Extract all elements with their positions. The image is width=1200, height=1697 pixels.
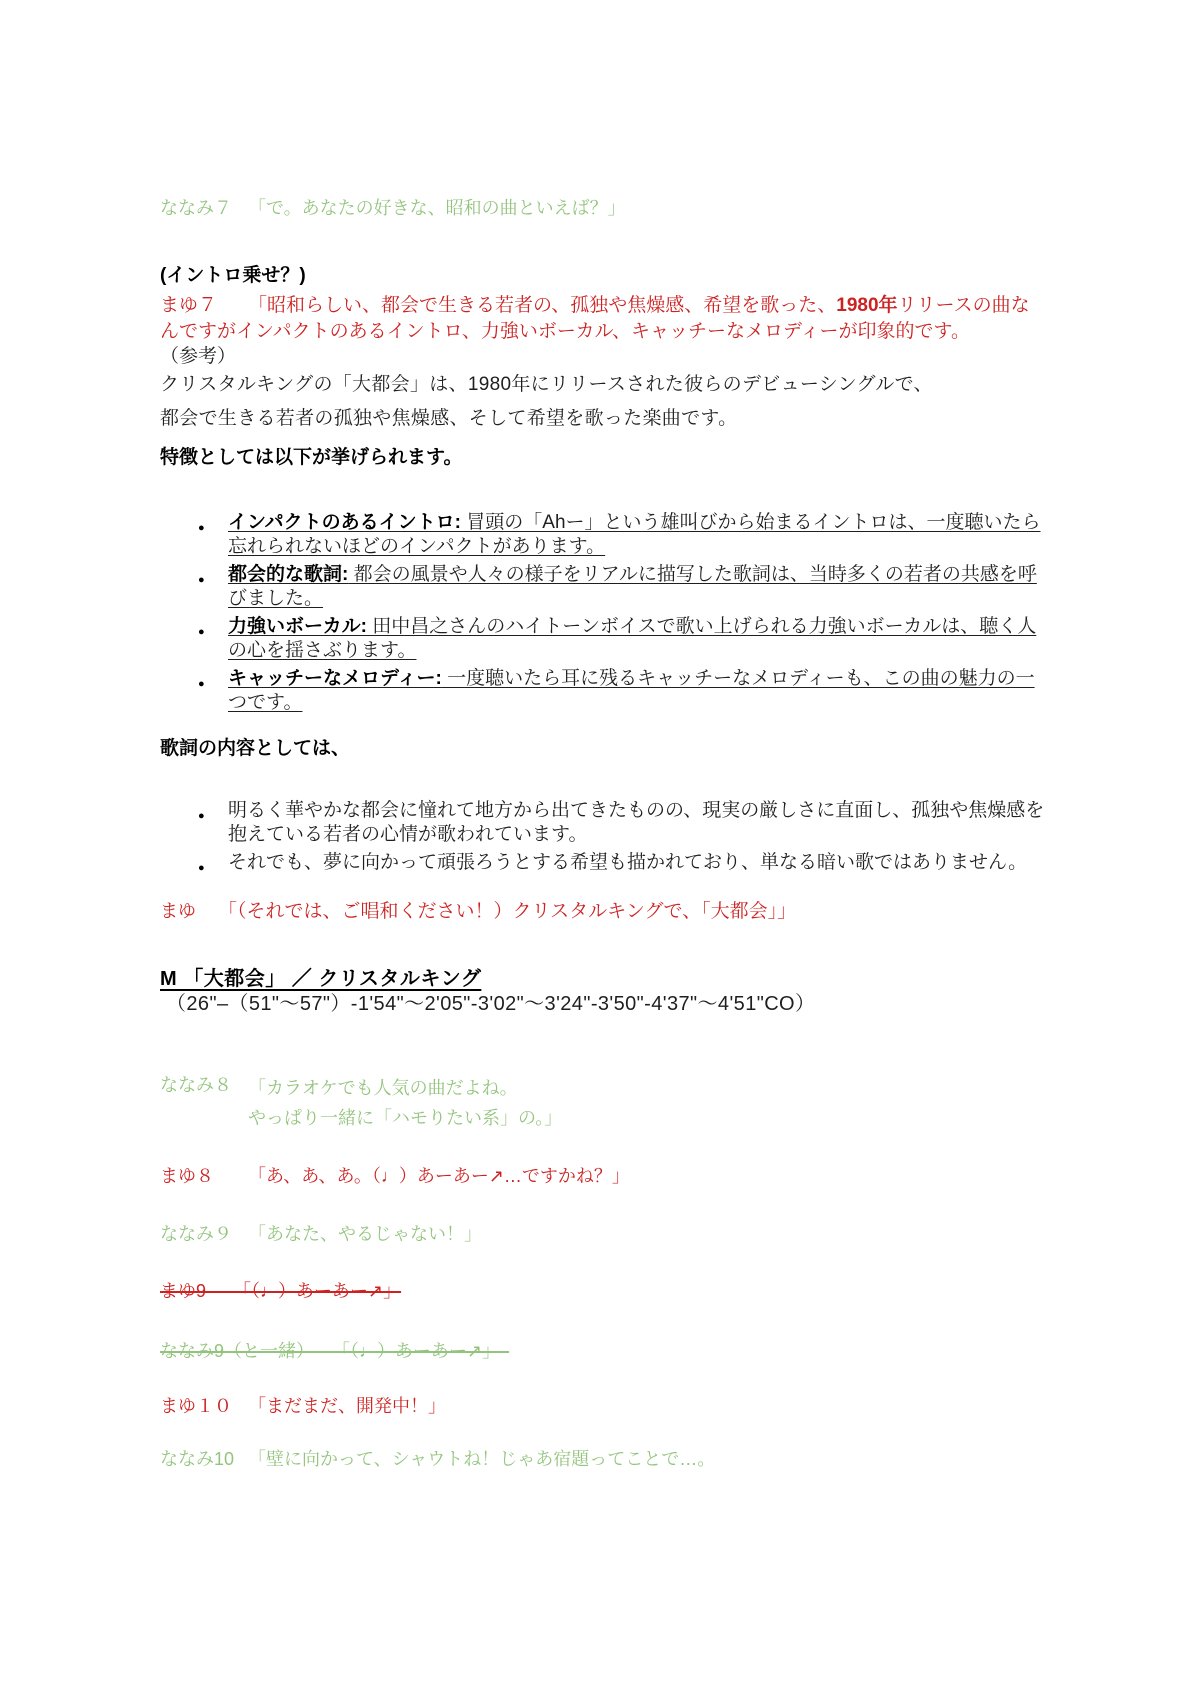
- dialogue-mayu10: [160, 1394, 1045, 1419]
- lyrics-list: [160, 799, 1045, 875]
- dialogue-mayu9-deleted: まゆ9 「（♩）あーあー↗」: [160, 1281, 402, 1301]
- dialogue-text: 「まだまだ、開発中！」: [248, 1396, 446, 1416]
- dialogue-text: 「で。あなたの好きな、昭和の曲といえば？」: [248, 198, 626, 218]
- feature-desc: 都会の風景や人々の様子をリアルに描写した歌詞は、当時多くの若者の共感を呼びました。: [228, 564, 1037, 609]
- reference-heading: （参考）: [160, 346, 237, 367]
- lyrics-point: ● 明るく華やかな都会に憧れて地方から出てきたものの、現実の厳しさに直面し、孤独や焦燥感を抱えている若者の心情が歌われています。: [228, 799, 1045, 847]
- dialogue-text: 「昭和らしい、都会で生きる若者の、孤独や焦燥感、希望を歌った、: [248, 295, 837, 316]
- dialogue-mayu-cue: [160, 899, 1045, 924]
- dialogue-text: 「壁に向かって、シャウトね！じゃあ宿題ってことで…。: [248, 1449, 716, 1469]
- dialogue-text: リリースの曲なんですがインパクトのあるイントロ、力強いボーカル、キャッチーなメロディーが印象的です。: [160, 295, 1030, 342]
- dialogue-nanami7: [160, 196, 1045, 221]
- dialogue-text-bold-year: 1980年: [836, 295, 898, 316]
- speaker-label: ななみ７: [160, 198, 232, 218]
- speaker-label: まゆ１０: [160, 1396, 232, 1416]
- dialogue-text-line1: 「カラオケでも人気の曲だよね。: [248, 1078, 518, 1098]
- features-list: [160, 511, 1045, 715]
- features-heading: 特徴としては以下が挙げられます。: [160, 447, 463, 468]
- feature-term: 力強いボーカル:: [228, 616, 367, 637]
- feature-item: [228, 615, 1045, 663]
- dialogue-nanami8: [160, 1073, 1045, 1133]
- feature-term: インパクトのあるイントロ:: [228, 512, 461, 533]
- dialogue-text: 「（それでは、ご唱和ください！）クリスタルキングで、「大都会」」: [218, 901, 797, 922]
- reference-line-1: クリスタルキングの「大都会」は、1980年にリリースされた彼らのデビューシングルで、: [160, 374, 933, 395]
- feature-term: 都会的な歌詞:: [228, 564, 349, 585]
- speaker-label: まゆ: [160, 901, 196, 921]
- feature-desc: 田中昌之さんのハイトーンボイスで歌い上げられる力強いボーカルは、聴く人の心を揺さぶります。: [228, 616, 1037, 661]
- lyrics-point: ● それでも、夢に向かって頑張ろうとする希望も描かれており、単なる暗い歌ではありません。: [228, 851, 1045, 875]
- feature-item: [228, 563, 1045, 611]
- dialogue-nanami9: [160, 1222, 1045, 1247]
- feature-term: キャッチーなメロディー:: [228, 668, 442, 689]
- reference-line-2: 都会で生きる若者の孤独や焦燥感、そして希望を歌った楽曲です。: [160, 408, 738, 429]
- dialogue-nanami10: [160, 1447, 1045, 1472]
- music-cue-title: M 「大都会」 ／ クリスタルキング: [160, 968, 482, 990]
- speaker-label: ななみ８: [160, 1075, 232, 1095]
- dialogue-mayu8: [160, 1164, 1045, 1189]
- speaker-label: ななみ９: [160, 1224, 232, 1244]
- feature-item: [228, 667, 1045, 715]
- stage-direction-intro: (イントロ乗せ？): [160, 265, 306, 286]
- dialogue-nanami9-deleted: ななみ9（と一緒） 「（♩）あーあー↗」: [160, 1341, 510, 1361]
- feature-desc: 一度聴いたら耳に残るキャッチーなメロディーも、この曲の魅力の一つです。: [228, 668, 1035, 713]
- feature-desc: 冒頭の「Ahー」という雄叫びから始まるイントロは、一度聴いたら忘れられないほどのインパクトがあります。: [228, 512, 1041, 557]
- music-cue-timing: （26"–（51"～57"）-1'54"～2'05"-3'02"～3'24"-3'50"-4'37"～4'51"CO）: [166, 993, 816, 1015]
- dialogue-text: 「あ、あ、あ。（♩）あーあー↗…ですかね？」: [248, 1166, 630, 1186]
- speaker-label: まゆ７: [160, 295, 218, 316]
- dialogue-text-line2: やっぱり一緒に「ハモりたい系」の。」: [248, 1108, 563, 1128]
- speaker-label: まゆ８: [160, 1166, 214, 1186]
- feature-item: [228, 511, 1045, 559]
- dialogue-mayu7: [160, 293, 1045, 345]
- dialogue-text: 「あなた、やるじゃない！」: [248, 1224, 482, 1244]
- speaker-label: ななみ10: [160, 1449, 235, 1469]
- lyrics-heading: 歌詞の内容としては、: [160, 738, 351, 759]
